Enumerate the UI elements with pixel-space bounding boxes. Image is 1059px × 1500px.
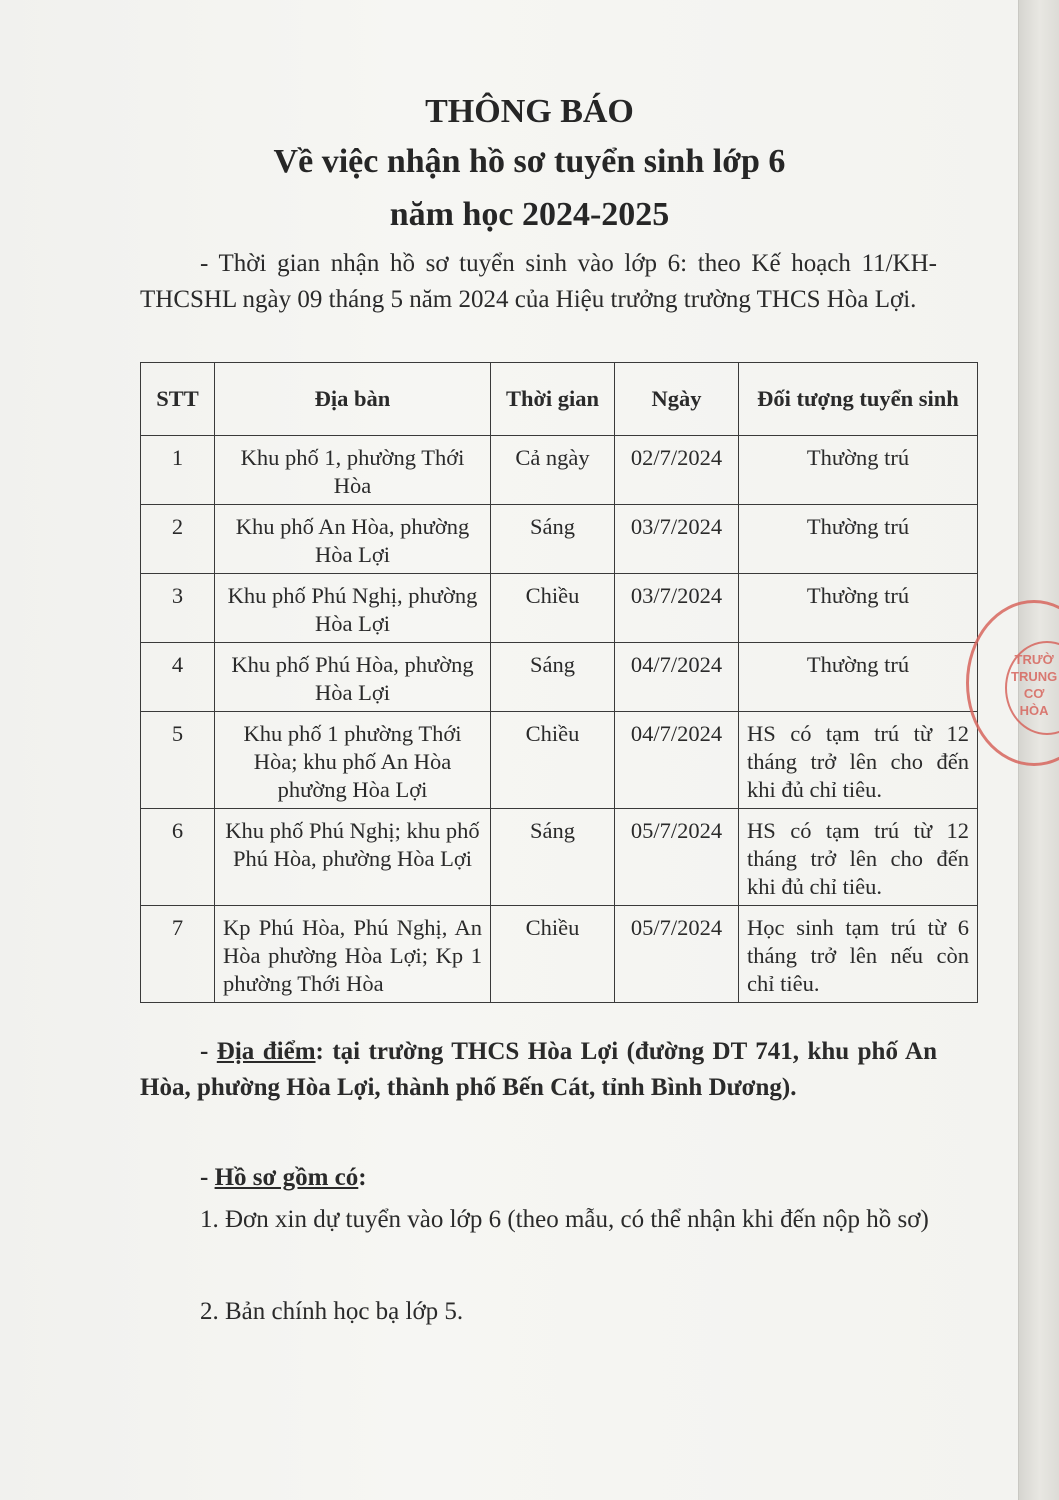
document-item: 1. Đơn xin dự tuyển vào lớp 6 (theo mẫu, có thể nhận khi đến nộp hồ sơ) bbox=[200, 1206, 929, 1233]
cell-stt: 7 bbox=[141, 906, 215, 1003]
document-item: 2. Bản chính học bạ lớp 5. bbox=[200, 1298, 464, 1325]
cell-target: Thường trú bbox=[739, 643, 978, 712]
seal-text: TRƯỜ TRUNG CƠ HÒA bbox=[1011, 652, 1058, 718]
cell-target: HS có tạm trú từ 12 tháng trở lên cho đến khi đủ chỉ tiêu. bbox=[739, 712, 978, 809]
cell-area: Khu phố Phú Nghị, phường Hòa Lợi bbox=[215, 574, 491, 643]
cell-area: Khu phố An Hòa, phường Hòa Lợi bbox=[215, 505, 491, 574]
cell-stt: 1 bbox=[141, 436, 215, 505]
header-date: Ngày bbox=[615, 363, 739, 436]
cell-date: 05/7/2024 bbox=[615, 809, 739, 906]
header-time: Thời gian bbox=[491, 363, 615, 436]
cell-time: Chiều bbox=[491, 906, 615, 1003]
cell-time: Sáng bbox=[491, 505, 615, 574]
intro-paragraph: - Thời gian nhận hồ sơ tuyển sinh vào lớp 6: theo Kế hoạch 11/KH-THCSHL ngày 09 tháng 5 năm 2024 của Hiệu trưởng trường THCS Hòa Lợi. bbox=[140, 250, 937, 313]
cell-stt: 6 bbox=[141, 809, 215, 906]
cell-date: 04/7/2024 bbox=[615, 712, 739, 809]
cell-time: Cả ngày bbox=[491, 436, 615, 505]
cell-area: Khu phố 1, phường Thới Hòa bbox=[215, 436, 491, 505]
documents-heading: - Hồ sơ gồm có: bbox=[200, 1164, 367, 1191]
location-text: : tại trường THCS Hòa Lợi (đường DT 741, khu phố An Hòa, phường Hòa Lợi, thành phố Bến Cát, tỉnh Bình Dương). bbox=[140, 1038, 938, 1101]
cell-target: Thường trú bbox=[739, 505, 978, 574]
cell-date: 04/7/2024 bbox=[615, 643, 739, 712]
cell-date: 03/7/2024 bbox=[615, 505, 739, 574]
table-row bbox=[141, 906, 978, 1003]
cell-stt: 3 bbox=[141, 574, 215, 643]
cell-date: 05/7/2024 bbox=[615, 906, 739, 1003]
cell-target: Học sinh tạm trú từ 6 tháng trở lên nếu còn chỉ tiêu. bbox=[739, 906, 978, 1003]
cell-stt: 2 bbox=[141, 505, 215, 574]
cell-date: 03/7/2024 bbox=[615, 574, 739, 643]
table-row bbox=[141, 574, 978, 643]
cell-stt: 5 bbox=[141, 712, 215, 809]
cell-date: 02/7/2024 bbox=[615, 436, 739, 505]
table-row bbox=[141, 643, 978, 712]
table-header-row bbox=[141, 363, 978, 436]
table-row bbox=[141, 712, 978, 809]
cell-target: Thường trú bbox=[739, 574, 978, 643]
notice-title: THÔNG BÁO bbox=[425, 93, 634, 130]
cell-area: Khu phố 1 phường Thới Hòa; khu phố An Hòa phường Hòa Lợi bbox=[215, 712, 491, 809]
header-stt: STT bbox=[141, 363, 215, 436]
cell-stt: 4 bbox=[141, 643, 215, 712]
cell-area: Khu phố Phú Nghị; khu phố Phú Hòa, phường Hòa Lợi bbox=[215, 809, 491, 906]
table-row bbox=[141, 436, 978, 505]
notice-subject: Về việc nhận hồ sơ tuyển sinh lớp 6 bbox=[273, 143, 786, 180]
location-label: Địa điểm bbox=[216, 1038, 316, 1065]
school-year: năm học 2024-2025 bbox=[389, 196, 670, 233]
cell-target: Thường trú bbox=[739, 436, 978, 505]
cell-time: Sáng bbox=[491, 643, 615, 712]
table-row bbox=[141, 505, 978, 574]
cell-area: Kp Phú Hòa, Phú Nghị, An Hòa phường Hòa Lợi; Kp 1 phường Thới Hòa bbox=[215, 906, 491, 1003]
cell-time: Chiều bbox=[491, 712, 615, 809]
cell-time: Chiều bbox=[491, 574, 615, 643]
cell-target: HS có tạm trú từ 12 tháng trở lên cho đến khi đủ chỉ tiêu. bbox=[739, 809, 978, 906]
location-paragraph: - Địa điểm: tại trường THCS Hòa Lợi (đường DT 741, khu phố An Hòa, phường Hòa Lợi, thành phố Bến Cát, tỉnh Bình Dương). bbox=[140, 1038, 938, 1101]
documents-label: Hồ sơ gồm có bbox=[214, 1164, 359, 1191]
cell-time: Sáng bbox=[491, 809, 615, 906]
header-area: Địa bàn bbox=[215, 363, 491, 436]
header-target: Đối tượng tuyển sinh bbox=[739, 363, 978, 436]
schedule-table bbox=[140, 362, 978, 1003]
table-row bbox=[141, 809, 978, 906]
cell-area: Khu phố Phú Hòa, phường Hòa Lợi bbox=[215, 643, 491, 712]
